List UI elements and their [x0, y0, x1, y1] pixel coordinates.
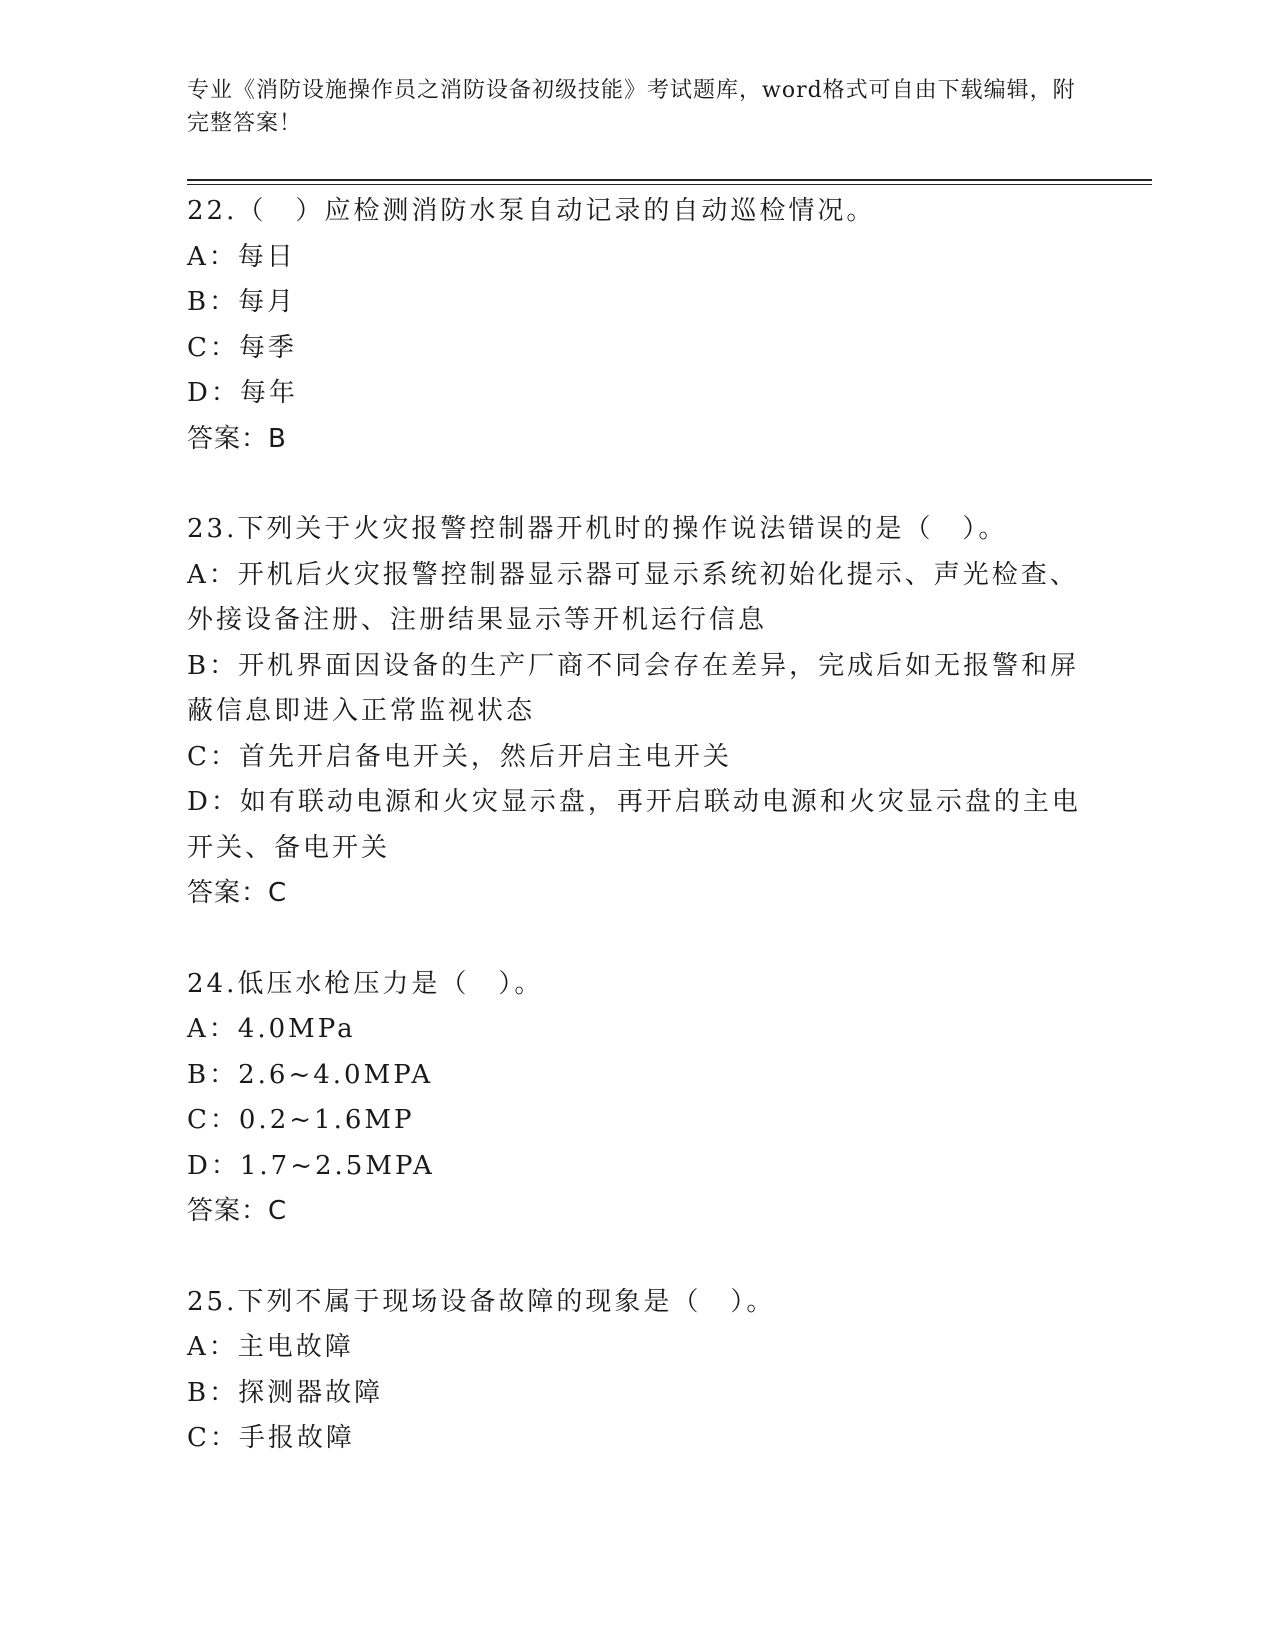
question-list	[187, 189, 1087, 1507]
header-divider-thin	[187, 184, 1152, 185]
option-d: D：每年	[187, 378, 298, 408]
option-a: A：每日	[187, 241, 296, 272]
option-c: C：每季	[187, 332, 297, 363]
question-stem: 23.下列关于火灾报警控制器开机时的操作说法错误的是（ ）。	[187, 514, 1008, 544]
option-c: C：手报故障	[187, 1423, 355, 1453]
option-d: D：如有联动电源和火灾显示盘，再开启联动电源和火灾显示盘的主电开关、备电开关	[187, 787, 1081, 863]
answer-label: 答案：B	[187, 423, 287, 454]
question-stem: 22.（ ）应检测消防水泵自动记录的自动巡检情况。	[187, 196, 876, 226]
question-24	[187, 962, 1087, 1235]
question-22	[187, 189, 1087, 462]
option-a: A：4.0MPa	[187, 1014, 356, 1044]
question-stem: 25.下列不属于现场设备故障的现象是（ ）。	[187, 1286, 776, 1317]
answer-label: 答案：C	[187, 878, 288, 908]
option-b: B：开机界面因设备的生产厂商不同会存在差异，完成后如无报警和屏蔽信息即进入正常监视状态	[187, 650, 1080, 726]
question-stem: 24.低压水枪压力是（ ）。	[187, 968, 544, 999]
option-c: C：首先开启备电开关，然后开启主电开关	[187, 741, 732, 772]
document-header: 专业《消防设施操作员之消防设备初级技能》考试题库，word格式可自由下载编辑，附完整答案！	[187, 78, 1076, 136]
option-d: D：1.7~2.5MPA	[187, 1150, 435, 1181]
header-divider-thick	[187, 179, 1152, 181]
option-b: B：2.6~4.0MPA	[187, 1059, 434, 1090]
option-b: B：每月	[187, 287, 297, 317]
answer-label: 答案：C	[187, 1196, 288, 1226]
option-a: A：开机后火灾报警控制器显示器可显示系统初始化提示、声光检查、外接设备注册、注册结果显示等开机运行信息	[187, 559, 1079, 635]
option-b: B：探测器故障	[187, 1377, 384, 1408]
option-a: A：主电故障	[187, 1332, 354, 1362]
option-c: C：0.2~1.6MP	[187, 1105, 415, 1135]
question-25	[187, 1280, 1087, 1462]
question-23	[187, 507, 1087, 917]
